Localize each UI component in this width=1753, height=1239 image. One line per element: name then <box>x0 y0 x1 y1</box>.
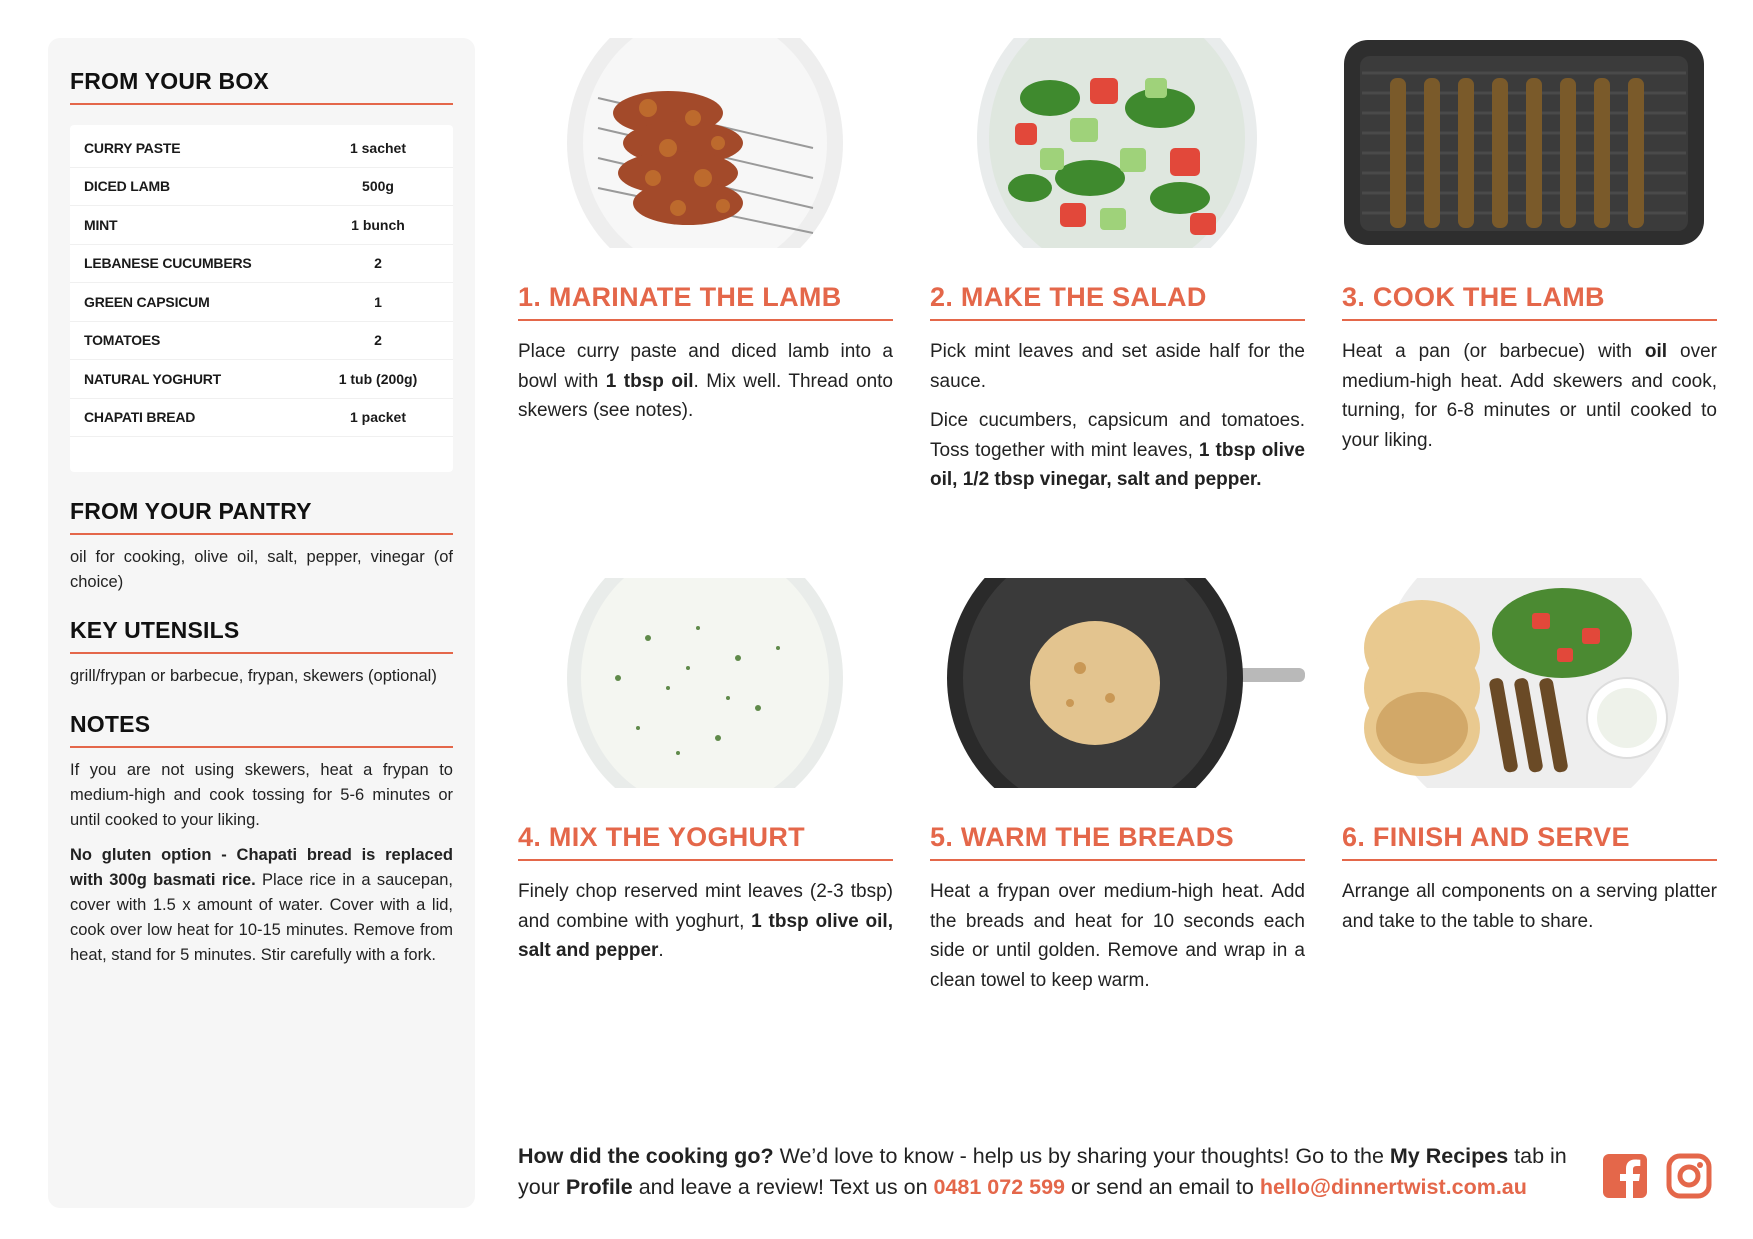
ingredient-qty: 1 tub (200g) <box>338 370 418 387</box>
ingredient-name: LEBANESE CUCUMBERS <box>84 255 252 272</box>
notes-heading: NOTES <box>70 711 453 748</box>
step-2-text-2-bold: 1 tbsp olive oil, 1/2 tbsp vinegar, salt and pepper. <box>930 439 1305 490</box>
step-4-title: 4. MIX THE YOGHURT <box>518 822 893 861</box>
note-skewers: If you are not using skewers, heat a frypan to medium-high and cook tossing for 5-6 minutes or until cooked to your liking. <box>70 761 453 829</box>
step-5-text: Heat a frypan over medium-high heat. Add the breads and heat for 10 seconds each side or until golden. Remove and wrap in a clean towel to keep warm. <box>930 881 1305 991</box>
email-link[interactable]: hello@dinnertwist.com.au <box>1259 1175 1527 1199</box>
ingredient-row <box>70 283 453 322</box>
note-gluten-bold: No gluten option - Chapati bread is replaced with 300g basmati rice. <box>70 846 453 889</box>
footer-text-2: tab in your <box>518 1144 1567 1199</box>
step-2 <box>930 38 1305 495</box>
ingredient-name: CURRY PASTE <box>84 139 181 156</box>
ingredient-row <box>70 245 453 284</box>
step-6 <box>1342 578 1717 936</box>
ingredient-name: MINT <box>84 216 118 233</box>
step-1-text-c: . Mix well. Thread onto skewers (see notes). <box>518 370 893 421</box>
step-3-text-bold: oil <box>1644 341 1668 362</box>
ingredient-row <box>70 399 453 438</box>
step-3-text <box>1342 337 1717 455</box>
step-1-text-bold: 1 tbsp oil <box>605 370 694 392</box>
lamb-skewers-photo <box>518 38 893 248</box>
step-2-text-2a: Dice cucumbers, capsicum and tomatoes. Toss together with mint leaves, <box>930 410 1305 461</box>
frypan-bread-photo <box>930 578 1305 788</box>
my-recipes-label: My Recipes <box>1389 1144 1509 1168</box>
ingredients-sidebar <box>48 38 475 1208</box>
salad-photo <box>930 38 1305 248</box>
step-2-text-1: Pick mint leaves and set aside half for the sauce. <box>930 341 1305 392</box>
utensils-heading: KEY UTENSILS <box>70 617 453 654</box>
social-icons <box>1602 1153 1712 1204</box>
ingredient-name: DICED LAMB <box>84 178 170 195</box>
step-3-text-a: Heat a pan (or barbecue) with <box>1342 341 1645 362</box>
ingredient-qty: 500g <box>362 178 394 195</box>
step-1 <box>518 38 893 426</box>
phone-link[interactable]: 0481 072 599 <box>933 1175 1066 1199</box>
step-4-text-c: . <box>658 940 664 961</box>
footer-text-3: and leave a review! Text us on <box>632 1175 934 1199</box>
step-1-title: 1. MARINATE THE LAMB <box>518 282 893 321</box>
utensils-text: grill/frypan or barbecue, frypan, skewers (optional) <box>70 667 437 685</box>
step-3-title: 3. COOK THE LAMB <box>1342 282 1717 321</box>
step-5-title: 5. WARM THE BREADS <box>930 822 1305 861</box>
ingredient-qty: 1 bunch <box>351 216 405 233</box>
footer-question: How did the cooking go? <box>518 1144 774 1168</box>
ingredient-row <box>70 322 453 361</box>
ingredient-qty: 1 sachet <box>349 139 407 156</box>
step-4-text-bold: 1 tbsp olive oil, salt and pepper <box>518 910 893 961</box>
instagram-icon[interactable] <box>1666 1153 1712 1204</box>
facebook-icon[interactable] <box>1602 1153 1648 1204</box>
ingredient-name: NATURAL YOGHURT <box>84 370 222 387</box>
step-3 <box>1342 38 1717 455</box>
step-4-text-a: Finely chop reserved mint leaves (2-3 tbsp) and combine with yoghurt, <box>518 881 893 932</box>
step-5 <box>930 578 1305 995</box>
note-gluten-text: Place rice in a saucepan, cover with 1.5 x amount of water. Cover with a lid, cook over low heat for 10-15 minutes. Remove from heat, stand for 5 minutes. Stir carefully with a fork. <box>70 871 454 964</box>
step-6-title: 6. FINISH AND SERVE <box>1342 822 1717 861</box>
ingredient-name: CHAPATI BREAD <box>84 409 196 426</box>
ingredient-name: TOMATOES <box>84 332 161 349</box>
yoghurt-bowl-photo <box>518 578 893 788</box>
pantry-heading: FROM YOUR PANTRY <box>70 498 453 535</box>
step-4-text <box>518 877 893 966</box>
ingredient-row <box>70 360 453 399</box>
footer-text-1: We’d love to know - help us by sharing your thoughts! Go to the <box>773 1144 1390 1168</box>
step-2-title: 2. MAKE THE SALAD <box>930 282 1305 321</box>
box-ingredients-table <box>70 125 453 472</box>
serving-platter-photo <box>1342 578 1717 788</box>
ingredient-row <box>70 168 453 207</box>
ingredient-qty: 1 packet <box>349 409 407 426</box>
feedback-footer <box>518 1141 1578 1203</box>
ingredient-qty: 2 <box>374 255 382 272</box>
ingredient-qty: 1 <box>374 293 382 310</box>
note-gluten <box>70 843 453 968</box>
ingredient-name: GREEN CAPSICUM <box>84 293 210 310</box>
ingredient-row <box>70 129 453 168</box>
pantry-text: oil for cooking, olive oil, salt, pepper, vinegar (of choice) <box>70 548 453 591</box>
ingredient-row <box>70 206 453 245</box>
ingredient-qty: 2 <box>374 332 382 349</box>
profile-label: Profile <box>565 1175 633 1199</box>
box-heading: FROM YOUR BOX <box>70 68 453 105</box>
step-4 <box>518 578 893 966</box>
step-6-text: Arrange all components on a serving platter and take to the table to share. <box>1342 881 1717 932</box>
step-1-text <box>518 337 893 426</box>
footer-text-4: or send an email to <box>1065 1175 1260 1199</box>
grill-pan-photo <box>1342 38 1717 248</box>
step-1-text-a: Place curry paste and diced lamb into a bowl with <box>518 341 893 392</box>
step-3-text-c: over medium-high heat. Add skewers and cook, turning, for 6-8 minutes or until cooked to your liking. <box>1342 341 1717 451</box>
step-2-text-2 <box>930 406 1305 495</box>
